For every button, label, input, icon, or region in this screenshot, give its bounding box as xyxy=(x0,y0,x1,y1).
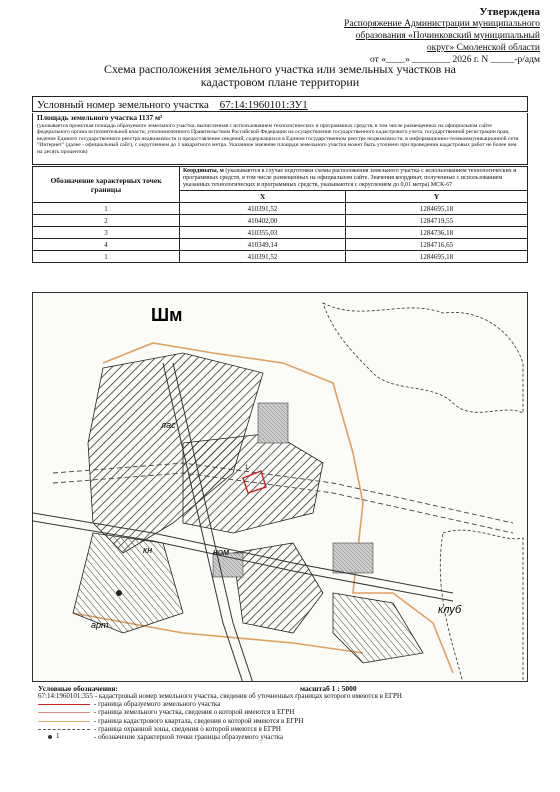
map-scale: масштаб 1 : 5000 xyxy=(300,684,357,693)
area-block xyxy=(32,113,528,165)
coords-header-note: (указываются в случае подготовки схемы расположения земельного участка с использованием технологических и программных средств, в том числе размещенных на официальном сайте. Значения координат, полученные с использованием указанных технологических и программных средств, указываются с округлением до 0,01 метра) МСК-67 xyxy=(183,168,517,188)
approval-line: округ» Смоленской области xyxy=(426,43,540,53)
hatched-parcel xyxy=(333,593,423,663)
coordinate-cell-pt: 4 xyxy=(33,239,180,251)
approval-heading: Утверждена xyxy=(479,6,540,18)
coordinate-cell-x: 410391,52 xyxy=(180,203,346,215)
legend-code: 67:14:1960101:355 xyxy=(38,692,93,700)
coordinate-cell-y: 1284695,18 xyxy=(346,251,528,263)
coordinate-row xyxy=(33,215,528,227)
legend-item xyxy=(38,700,518,708)
coordinate-cell-pt: 3 xyxy=(33,227,180,239)
legend-text: - обозначение характерной точки границы образуемого участка xyxy=(94,732,284,741)
cadastral-number-label: Условный номер земельного участка xyxy=(37,99,209,111)
map-point-marker xyxy=(116,590,122,596)
coordinate-cell-pt: 1 xyxy=(33,251,180,263)
area-value: 1137 м² xyxy=(138,113,163,122)
legend-text: - граница образуемого земельного участка xyxy=(94,700,221,709)
coordinate-cell-pt: 2 xyxy=(33,215,180,227)
coordinate-row xyxy=(33,227,528,239)
legend-symbol xyxy=(38,709,90,715)
cadastral-number-value: 67:14:1960101:ЗУ1 xyxy=(219,99,308,111)
coordinate-cell-y: 1284716,65 xyxy=(346,239,528,251)
coordinate-row xyxy=(33,239,528,251)
approval-line: Распоряжение Администрации муниципального xyxy=(344,19,540,29)
map-label-art: арт xyxy=(91,620,109,630)
hatched-parcel xyxy=(233,543,323,633)
coordinate-cell-y: 1284695,18 xyxy=(346,203,528,215)
x-header: X xyxy=(180,191,346,203)
coordinate-cell-x: 410391,52 xyxy=(180,251,346,263)
legend-symbol xyxy=(38,726,90,732)
grey-parcel xyxy=(333,543,373,573)
map-drawing xyxy=(33,293,528,682)
coordinate-cell-pt: 1 xyxy=(33,203,180,215)
legend xyxy=(38,692,518,741)
coordinate-cell-x: 410402,00 xyxy=(180,215,346,227)
legend-text: - граница земельного участка, сведения о которой имеются в ЕГРН xyxy=(94,708,295,717)
area-note: (указывается проектная площадь образуемого земельного участка, вычисленная с использованием технологических и программных средств, в том числе размещенных на официальном сайте федерального органа исполнительной власти, уполномоченного Правительством Российской Федерации на осуществление государственного кадастрового учета, государственной регистрации прав, ведение Единого государственного реестра недвижимости и предоставление сведений, содержащихся в Едином государственном реестре недвижимости, в информационно-телекоммуникационной сети "Интернет" (далее - официальный сайт), с округлением до 1 квадратного метра. Указанное значение площади земельного участка может быть уточнено при проведении кадастровых работ не более чем на десять процентов) xyxy=(37,122,519,155)
approval-line: образования «Починковский муниципальный xyxy=(355,31,540,41)
hatched-parcel xyxy=(73,533,183,633)
legend-title: Условные обозначения: xyxy=(38,684,118,693)
legend-item xyxy=(38,733,518,741)
legend-item xyxy=(38,717,518,725)
forest-contour xyxy=(323,303,523,413)
legend-text: - граница кадастрового квартала, сведения о которой имеются в ЕГРН xyxy=(94,716,304,725)
legend-item xyxy=(38,725,518,733)
legend-symbol xyxy=(38,701,90,707)
coordinate-cell-x: 410355,03 xyxy=(180,227,346,239)
legend-item xyxy=(38,692,518,700)
map-point-label: 1 xyxy=(245,465,249,471)
col-points-header: Обозначение характерных точек границы xyxy=(33,167,180,203)
approval-date-line: от «____» ________ 2026 г. N _____-р/адм xyxy=(370,55,540,65)
hatched-parcel xyxy=(183,433,323,533)
title-line: Схема расположения земельного участка или земельных участков на xyxy=(103,62,457,76)
approval-block xyxy=(280,6,540,66)
coordinate-cell-y: 1284736,18 xyxy=(346,227,528,239)
legend-text: - граница охранной зоны, сведения о которой имеются в ЕГРН xyxy=(94,724,281,733)
legend-symbol xyxy=(38,734,90,740)
coordinates-table xyxy=(32,166,528,263)
grey-parcel xyxy=(258,403,288,443)
legend-code: 1 xyxy=(56,732,60,741)
y-header: Y xyxy=(346,191,528,203)
map-label-kn: кн xyxy=(143,545,153,555)
map-label-klub: клуб xyxy=(438,604,462,616)
map-label-shm: Шм xyxy=(151,305,183,325)
title-line: кадастровом плане территории xyxy=(200,75,360,89)
cadastral-map xyxy=(32,292,528,682)
map-label-las: лас xyxy=(161,420,176,430)
legend-symbol xyxy=(38,718,90,724)
map-label-nom: ном xyxy=(213,547,230,557)
legend-text: - кадастровый номер земельного участка, сведения об уточненных границах которого имеются в ЕГРН xyxy=(94,692,402,700)
coordinate-row xyxy=(33,251,528,263)
cadastral-number-row xyxy=(32,96,528,112)
coords-header-label: Координаты, м xyxy=(183,168,224,174)
coordinate-row xyxy=(33,203,528,215)
col-coords-header xyxy=(180,167,528,191)
document-title xyxy=(60,63,500,89)
coordinate-cell-x: 410349,14 xyxy=(180,239,346,251)
area-label: Площадь земельного участка xyxy=(37,113,138,122)
coordinate-cell-y: 1284719,55 xyxy=(346,215,528,227)
legend-item xyxy=(38,708,518,716)
